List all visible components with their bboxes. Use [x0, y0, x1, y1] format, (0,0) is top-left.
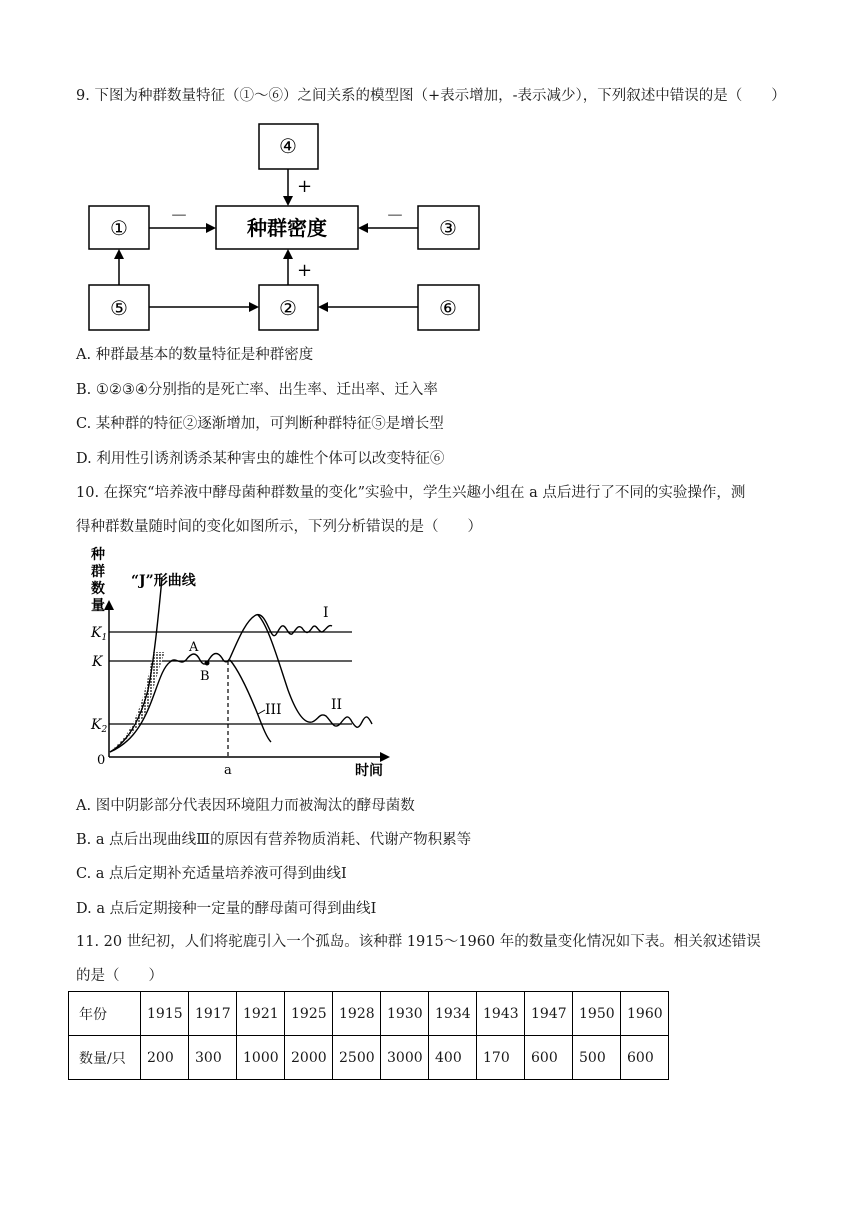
table-row-years	[69, 992, 669, 1036]
table-cell: 3000	[381, 1036, 429, 1080]
q11-stem-line1: 11. 20 世纪初，人们将驼鹿引入一个孤岛。该种群 1915～1960 年的数量变化情况如下表。相关叙述错误	[76, 934, 761, 950]
y-label-3: 数	[91, 581, 105, 597]
q11-table	[68, 991, 669, 1080]
table-cell: 600	[525, 1036, 573, 1080]
table-cell: 1960	[621, 992, 669, 1036]
q10-option-d: D. a 点后定期接种一定量的酵母菌可得到曲线Ⅰ	[76, 901, 377, 917]
q10-option-c: C. a 点后定期补充适量培养液可得到曲线Ⅰ	[76, 866, 347, 882]
point-B-label: B	[200, 669, 210, 684]
sign-plus-4: +	[297, 176, 313, 197]
box-5-label: ⑤	[110, 296, 128, 320]
y-label-1: 种	[91, 547, 105, 563]
box-4-label: ④	[279, 134, 297, 158]
x-label: 时间	[355, 763, 383, 779]
origin-label: 0	[97, 753, 106, 768]
point-A-label: A	[189, 640, 199, 655]
q10-stem-line2: 得种群数量随时间的变化如图所示，下列分析错误的是（ ）	[76, 519, 482, 535]
box-1-label: ①	[110, 216, 128, 240]
table-header-year: 年份	[69, 992, 141, 1036]
y-label-2: 群	[91, 564, 105, 580]
table-cell: 2500	[333, 1036, 381, 1080]
table-cell: 500	[573, 1036, 621, 1080]
table-cell: 1921	[237, 992, 285, 1036]
table-cell: 1930	[381, 992, 429, 1036]
curve-I	[230, 615, 332, 658]
table-cell: 400	[429, 1036, 477, 1080]
q11-stem-line2: 的是（ ）	[76, 968, 163, 984]
q9-option-c: C. 某种群的特征②逐渐增加，可判断种群特征⑤是增长型	[76, 416, 444, 432]
table-cell: 170	[477, 1036, 525, 1080]
q10-stem-line1: 10. 在探究“培养液中酵母菌种群数量的变化”实验中，学生兴趣小组在 a 点后进行了不同的实验操作，测	[76, 485, 746, 501]
table-cell: 1950	[573, 992, 621, 1036]
shaded-region	[112, 652, 165, 749]
box-3-label: ③	[439, 216, 457, 240]
curve-III	[230, 660, 271, 742]
table-cell: 1925	[285, 992, 333, 1036]
point-b-dot	[205, 661, 210, 666]
table-header-count: 数量/只	[69, 1036, 141, 1080]
y-label-4: 量	[91, 598, 105, 614]
table-cell: 1928	[333, 992, 381, 1036]
q10-option-a: A. 图中阴影部分代表因环境阻力而被淘汰的酵母菌数	[76, 798, 415, 814]
k1-label: $K_1$	[91, 625, 108, 643]
curve-III-leader	[258, 710, 265, 714]
a-label: a	[224, 763, 232, 778]
table-cell: 300	[189, 1036, 237, 1080]
k-label: K	[92, 654, 103, 670]
sign-minus-3: －	[386, 206, 404, 227]
table-cell: 600	[621, 1036, 669, 1080]
table-row-counts	[69, 1036, 669, 1080]
q9-option-b: B. ①②③④分别指的是死亡率、出生率、迁出率、迁入率	[76, 382, 438, 398]
q9-option-a: A. 种群最基本的数量特征是种群密度	[76, 347, 314, 363]
table-cell: 1943	[477, 992, 525, 1036]
q9-option-d: D. 利用性引诱剂诱杀某种害虫的雄性个体可以改变特征⑥	[76, 451, 445, 467]
curve-III-label: III	[265, 702, 282, 718]
sign-plus-2: +	[297, 260, 313, 281]
table-cell: 1000	[237, 1036, 285, 1080]
table-cell: 200	[141, 1036, 189, 1080]
q9-stem: 9. 下图为种群数量特征（①～⑥）之间关系的模型图（+表示增加，-表示减少），下列叙述中错误的是（ ）	[76, 88, 786, 104]
table-cell: 1947	[525, 992, 573, 1036]
q10-option-b: B. a 点后出现曲线Ⅲ的原因有营养物质消耗、代谢产物积累等	[76, 832, 472, 848]
curve-II-label: II	[331, 697, 343, 713]
q9-diagram	[0, 0, 860, 340]
box-center-label: 种群密度	[247, 216, 327, 240]
j-curve-label: “J”形曲线	[131, 573, 196, 589]
table-cell: 1934	[429, 992, 477, 1036]
box-6-label: ⑥	[439, 296, 457, 320]
table-cell: 2000	[285, 1036, 333, 1080]
sign-minus-1: －	[170, 206, 188, 227]
curve-I-label: I	[323, 605, 329, 621]
box-2-label: ②	[279, 296, 297, 320]
q10-graph	[0, 540, 860, 790]
k2-label: $K_2$	[91, 717, 108, 735]
table-cell: 1915	[141, 992, 189, 1036]
table-cell: 1917	[189, 992, 237, 1036]
